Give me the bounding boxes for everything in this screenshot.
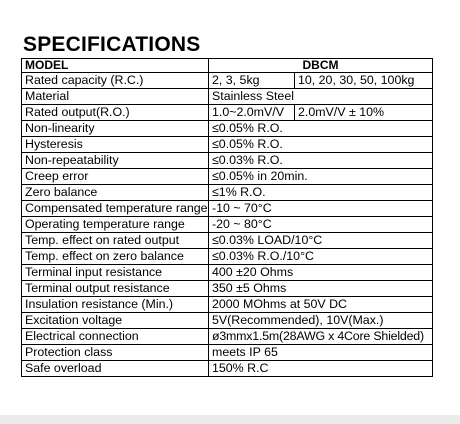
page-bottom-band (0, 415, 460, 424)
page-title: SPECIFICATIONS (23, 33, 201, 56)
spec-value: ≤0.05% R.O. (209, 137, 433, 153)
table-row (22, 329, 433, 345)
table-row (22, 297, 433, 313)
spec-label: Protection class (22, 345, 209, 361)
spec-value: 2000 MOhms at 50V DC (209, 297, 433, 313)
table-row (22, 201, 433, 217)
spec-label: Compensated temperature range (22, 201, 209, 217)
table-row (22, 169, 433, 185)
spec-label: Operating temperature range (22, 217, 209, 233)
table-row (22, 217, 433, 233)
spec-label: Temp. effect on rated output (22, 233, 209, 249)
table-row (22, 137, 433, 153)
spec-value: ≤0.05% in 20min. (209, 169, 433, 185)
model-label: MODEL (22, 59, 209, 73)
spec-label: Electrical connection (22, 329, 209, 345)
model-value: DBCM (209, 59, 433, 73)
spec-label: Hysteresis (22, 137, 209, 153)
spec-value: ≤0.03% R.O. (209, 153, 433, 169)
spec-label: Safe overload (22, 361, 209, 377)
table-row (22, 281, 433, 297)
spec-value: 2, 3, 5kg (209, 73, 295, 89)
spec-value: ≤0.03% LOAD/10°C (209, 233, 433, 249)
table-row (22, 105, 433, 121)
table-row (22, 313, 433, 329)
spec-value: 150% R.C (209, 361, 433, 377)
spec-value: -20 ~ 80°C (209, 217, 433, 233)
specifications-table (21, 58, 433, 377)
spec-value: 400 ±20 Ohms (209, 265, 433, 281)
spec-label: Rated capacity (R.C.) (22, 73, 209, 89)
spec-label: Creep error (22, 169, 209, 185)
table-row (22, 121, 433, 137)
spec-label: Zero balance (22, 185, 209, 201)
spec-label: Rated output(R.O.) (22, 105, 209, 121)
spec-label: Material (22, 89, 209, 105)
table-row (22, 345, 433, 361)
table-row (22, 233, 433, 249)
spec-label: Non-repeatability (22, 153, 209, 169)
table-row (22, 73, 433, 89)
spec-value: 2.0mV/V ± 10% (295, 105, 433, 121)
table-row (22, 265, 433, 281)
table-row (22, 153, 433, 169)
spec-value: 350 ±5 Ohms (209, 281, 433, 297)
table-row (22, 185, 433, 201)
spec-value: Stainless Steel (209, 89, 433, 105)
spec-value: 1.0~2.0mV/V (209, 105, 295, 121)
spec-value: ≤0.05% R.O. (209, 121, 433, 137)
spec-label: Terminal output resistance (22, 281, 209, 297)
spec-value: -10 ~ 70°C (209, 201, 433, 217)
spec-label: Non-linearity (22, 121, 209, 137)
table-header-row (22, 59, 433, 73)
table-row (22, 89, 433, 105)
spec-value: 5V(Recommended), 10V(Max.) (209, 313, 433, 329)
spec-value: ≤1% R.O. (209, 185, 433, 201)
spec-label: Temp. effect on zero balance (22, 249, 209, 265)
table-row (22, 249, 433, 265)
spec-label: Insulation resistance (Min.) (22, 297, 209, 313)
table-row (22, 361, 433, 377)
spec-value: ø3mmx1.5m(28AWG x 4Core Shielded) (209, 329, 433, 345)
spec-value: ≤0.03% R.O./10°C (209, 249, 433, 265)
spec-value: 10, 20, 30, 50, 100kg (295, 73, 433, 89)
spec-label: Excitation voltage (22, 313, 209, 329)
spec-value: meets IP 65 (209, 345, 433, 361)
spec-label: Terminal input resistance (22, 265, 209, 281)
